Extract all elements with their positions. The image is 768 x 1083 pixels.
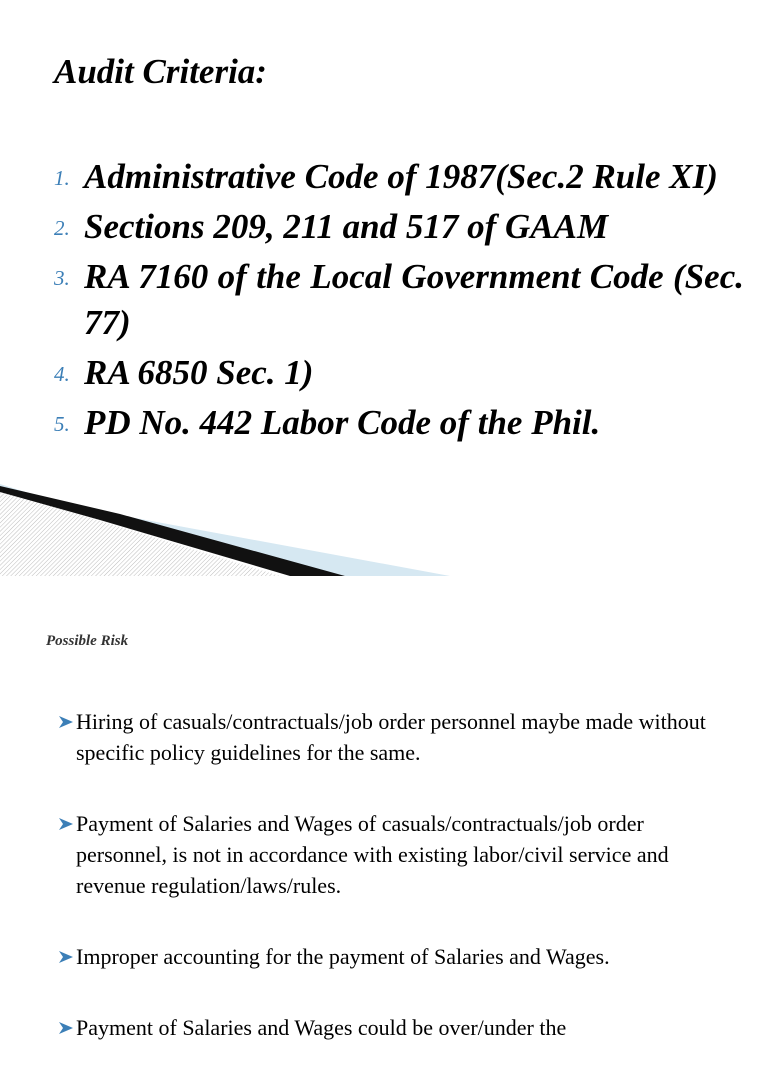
- list-item-text: PD No. 442 Labor Code of the Phil.: [84, 403, 601, 442]
- list-item-text: Administrative Code of 1987(Sec.2 Rule XI): [84, 157, 718, 196]
- list-item-text: Sections 209, 211 and 517 of GAAM: [84, 207, 609, 246]
- decorative-swoosh: [0, 476, 768, 576]
- list-item: [54, 350, 744, 396]
- arrow-bullet-icon: [58, 714, 74, 730]
- list-item: [58, 1012, 718, 1043]
- list-item-text: Payment of Salaries and Wages could be over/under the: [76, 1015, 567, 1040]
- list-item: [54, 204, 744, 250]
- list-number: 3.: [54, 266, 70, 290]
- list-item: [54, 254, 744, 346]
- slide-title: Possible Risk: [46, 633, 129, 649]
- list-item: [58, 706, 718, 768]
- risk-list: [58, 706, 718, 1083]
- list-item-text: RA 7160 of the Local Government Code (Sec. 77): [84, 257, 744, 342]
- list-item-text: Payment of Salaries and Wages of casuals/contractuals/job order personnel, is not in accordance with existing labor/civil service and revenue regulation/laws/rules.: [76, 811, 669, 898]
- list-item-text: Improper accounting for the payment of Salaries and Wages.: [76, 944, 610, 969]
- slide-title: Audit Criteria:: [54, 52, 267, 91]
- arrow-bullet-icon: [58, 949, 74, 965]
- list-number: 1.: [54, 166, 70, 190]
- criteria-list: [54, 154, 744, 446]
- list-item-text: RA 6850 Sec. 1): [84, 353, 314, 392]
- arrow-bullet-icon: [58, 816, 74, 832]
- list-number: 5.: [54, 412, 70, 436]
- list-item-text: Hiring of casuals/contractuals/job order personnel maybe made without specific policy guidelines for the same.: [76, 709, 706, 765]
- slide-possible-risk: [0, 576, 768, 1040]
- list-item: [58, 808, 718, 901]
- list-item: [54, 154, 744, 200]
- arrow-bullet-icon: [58, 1020, 74, 1036]
- list-number: 4.: [54, 362, 70, 386]
- list-number: 2.: [54, 216, 70, 240]
- list-item: [54, 400, 744, 446]
- list-item: [58, 941, 718, 972]
